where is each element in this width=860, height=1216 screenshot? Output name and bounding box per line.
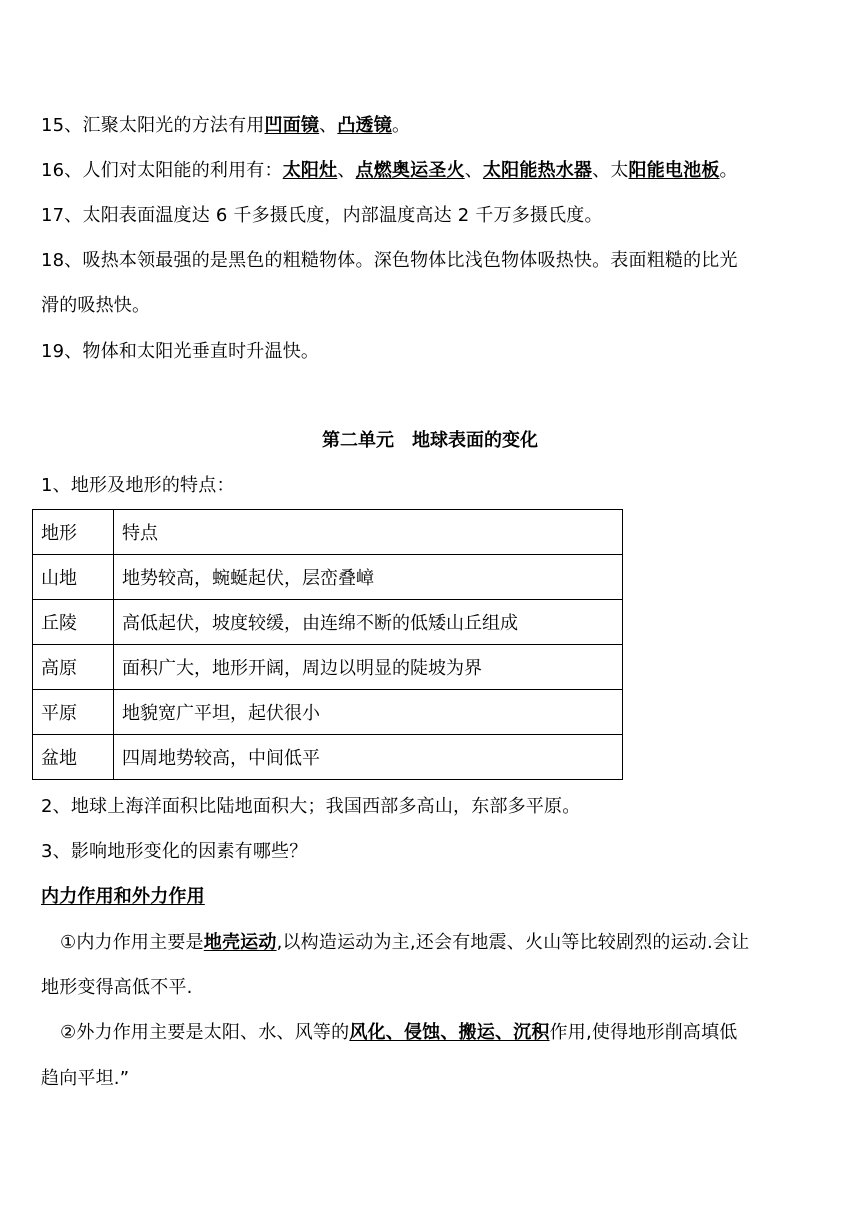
item-19: 19、物体和太阳光垂直时升温快。 bbox=[41, 341, 320, 362]
unit-2-title: 第二单元 地球表面的变化 bbox=[322, 430, 538, 451]
internal-force-prefix: ①内力作用主要是 bbox=[60, 932, 204, 953]
terrain-table bbox=[32, 509, 623, 780]
item-18-line-1: 18、吸热本领最强的是黑色的粗糙物体。深色物体比浅色物体吸热快。表面粗糙的比光 bbox=[41, 250, 738, 271]
item-15 bbox=[41, 114, 410, 138]
unit-2-question-3: 3、影响地形变化的因素有哪些？ bbox=[41, 841, 308, 862]
internal-force-line-2: 地形变得高低不平. bbox=[41, 977, 193, 998]
item-16-sep-2: 、 bbox=[464, 160, 483, 181]
unit-2-question-2: 2、地球上海洋面积比陆地面积大；我国西部多高山，东部多平原。 bbox=[41, 796, 581, 817]
item-15-concave-mirror: 凹面镜 bbox=[264, 115, 320, 136]
table-row bbox=[33, 735, 623, 780]
table-header-cell: 地形 bbox=[33, 510, 114, 555]
item-16-solar-battery: 阳能电池板 bbox=[628, 160, 720, 181]
terrain-feature-cell: 四周地势较高，中间低平 bbox=[114, 735, 623, 780]
internal-force-line-1 bbox=[60, 931, 749, 955]
table-row bbox=[33, 645, 623, 690]
item-16-sep-3: 、太 bbox=[592, 160, 629, 181]
table-header-row bbox=[33, 510, 623, 555]
item-18-line-2: 滑的吸热快。 bbox=[41, 295, 151, 316]
terrain-feature-cell: 地势较高，蜿蜒起伏，层峦叠嶂 bbox=[114, 555, 623, 600]
terrain-name-cell: 盆地 bbox=[33, 735, 114, 780]
item-16-sep-1: 、 bbox=[337, 160, 356, 181]
item-15-separator: 、 bbox=[319, 115, 338, 136]
external-force-rest: 作用,使得地形削高填低 bbox=[549, 1022, 738, 1043]
terrain-name-cell: 山地 bbox=[33, 555, 114, 600]
table-row bbox=[33, 555, 623, 600]
external-force-line-1 bbox=[60, 1021, 737, 1045]
terrain-name-cell: 高原 bbox=[33, 645, 114, 690]
item-16 bbox=[41, 159, 738, 183]
table-row bbox=[33, 600, 623, 645]
weathering-erosion-terms: 风化、侵蚀、搬运、沉积 bbox=[349, 1022, 550, 1043]
terrain-name-cell: 丘陵 bbox=[33, 600, 114, 645]
unit-2-question-1: 1、地形及地形的特点： bbox=[41, 475, 235, 496]
terrain-name-cell: 平原 bbox=[33, 690, 114, 735]
item-15-end: 。 bbox=[391, 115, 411, 136]
internal-force-rest: ,以构造运动为主,还会有地震、火山等比较剧烈的运动.会让 bbox=[276, 932, 750, 953]
table-header-cell: 特点 bbox=[114, 510, 623, 555]
item-17: 17、太阳表面温度达 6 千多摄氏度，内部温度高达 2 千万多摄氏度。 bbox=[41, 205, 603, 226]
terrain-feature-cell: 高低起伏，坡度较缓，由连绵不断的低矮山丘组成 bbox=[114, 600, 623, 645]
item-16-solar-water-heater: 太阳能热水器 bbox=[482, 160, 593, 181]
item-16-end: 。 bbox=[719, 160, 738, 181]
item-16-solar-cooker: 太阳灶 bbox=[282, 160, 338, 181]
item-16-prefix: 16、人们对太阳能的利用有： bbox=[41, 160, 283, 181]
terrain-feature-cell: 地貌宽广平坦，起伏很小 bbox=[114, 690, 623, 735]
table-row bbox=[33, 690, 623, 735]
external-force-line-2: 趋向平坦.” bbox=[41, 1068, 130, 1089]
forces-heading: 内力作用和外力作用 bbox=[41, 886, 205, 907]
terrain-feature-cell: 面积广大，地形开阔，周边以明显的陡坡为界 bbox=[114, 645, 623, 690]
item-15-prefix: 15、汇聚太阳光的方法有用 bbox=[41, 115, 265, 136]
crustal-movement-term: 地壳运动 bbox=[203, 932, 277, 953]
external-force-prefix: ②外力作用主要是太阳、水、风等的 bbox=[60, 1022, 350, 1043]
item-16-olympic-torch: 点燃奥运圣火 bbox=[355, 160, 465, 181]
item-15-convex-lens: 凸透镜 bbox=[337, 115, 392, 136]
